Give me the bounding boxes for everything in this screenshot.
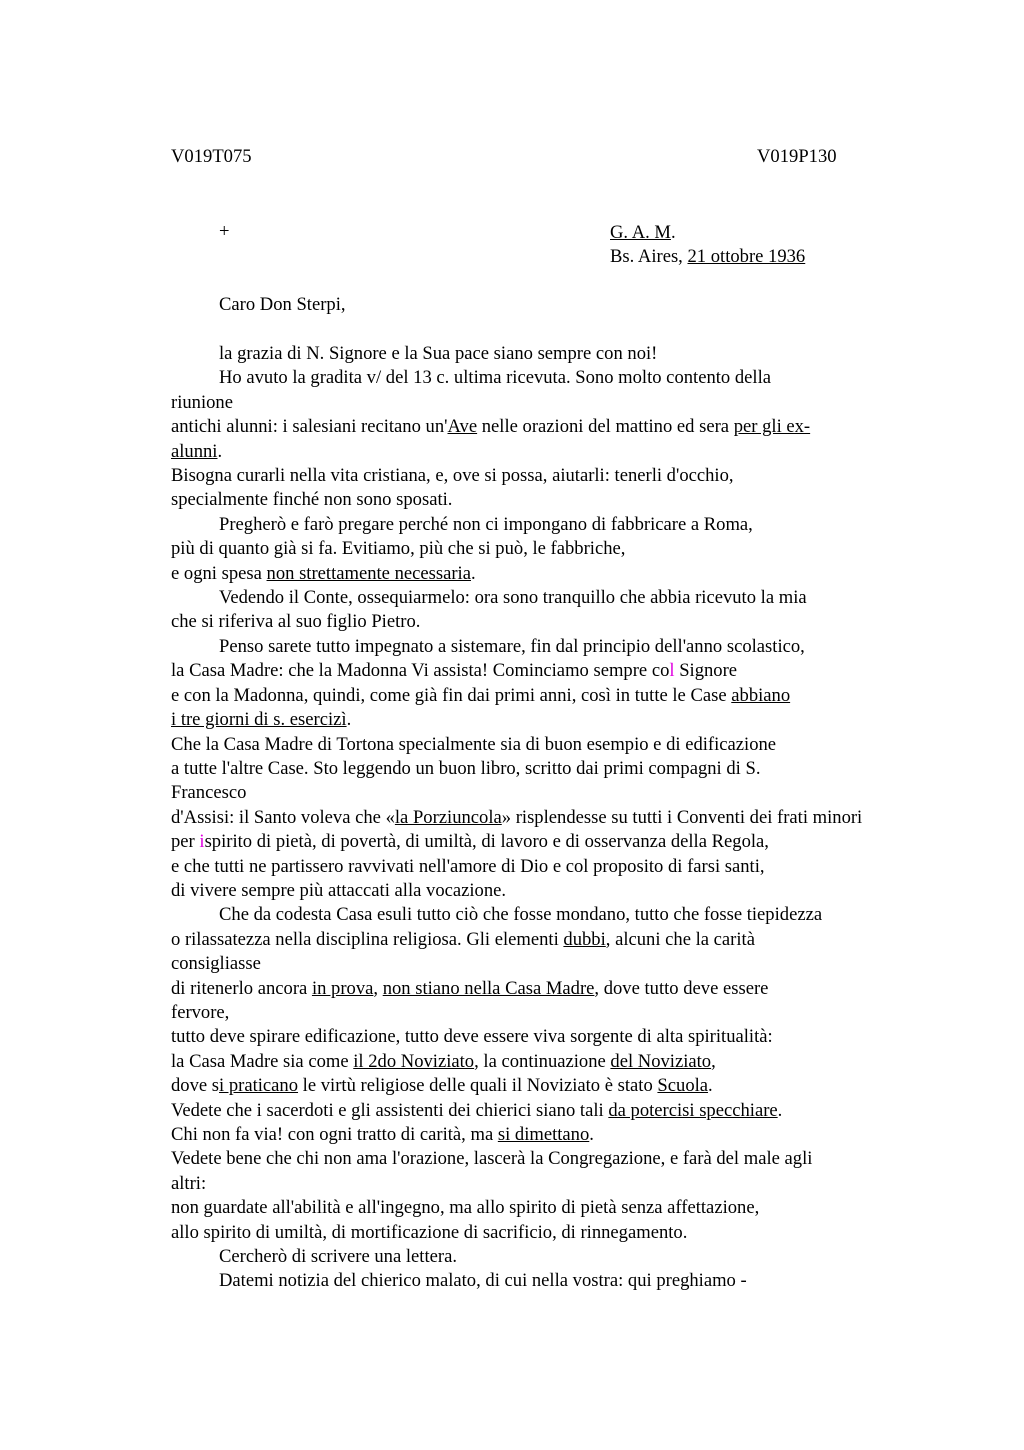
body-line: che si riferiva al suo figlio Pietro. bbox=[171, 611, 421, 633]
body-line: la grazia di N. Signore e la Sua pace siano sempre con noi! bbox=[219, 343, 658, 364]
greeting: Caro Don Sterpi, bbox=[219, 294, 346, 315]
body-line: antichi alunni: i salesiani recitano un'Ave nelle orazioni del mattino ed sera per gli ex- bbox=[171, 416, 811, 438]
heading-gam: G. A. M. bbox=[610, 222, 676, 243]
body-line: consigliasse bbox=[171, 953, 261, 975]
body-line: Pregherò e farò pregare perché non ci impongano di fabbricare a Roma, bbox=[219, 513, 753, 535]
body-line: Penso sarete tutto impegnato a sistemare, fin dal principio dell'anno scolastico, bbox=[219, 635, 805, 657]
body-line: Chi non fa via! con ogni tratto di carità, ma si dimettano. bbox=[171, 1124, 594, 1145]
body-line: Francesco bbox=[171, 782, 247, 804]
body-line: Datemi notizia del chierico malato, di cui nella vostra: qui preghiamo - bbox=[219, 1270, 747, 1292]
cross-mark: + bbox=[219, 221, 230, 242]
body-line: a tutte l'altre Case. Sto leggendo un buon libro, scritto dai primi compagni di S. bbox=[171, 757, 761, 779]
body-line: più di quanto già si fa. Evitiamo, più che si può, le fabbriche, bbox=[171, 538, 626, 560]
body-line: alunni. bbox=[171, 440, 223, 462]
heading-place-date: Bs. Aires, 21 ottobre 1936 bbox=[610, 246, 806, 268]
body-line: di ritenerlo ancora in prova, non stiano nella Casa Madre, dove tutto deve essere bbox=[171, 977, 769, 999]
body-line: Vedete bene che chi non ama l'orazione, lascerà la Congregazione, e farà del male agli bbox=[171, 1148, 813, 1170]
document-ref-right: V019P130 bbox=[757, 146, 837, 167]
body-line: non guardate all'abilità e all'ingegno, ma allo spirito di pietà senza affettazione, bbox=[171, 1197, 760, 1219]
body-line: specialmente finché non sono sposati. bbox=[171, 489, 453, 511]
body-line: la Casa Madre sia come il 2do Noviziato, la continuazione del Noviziato, bbox=[171, 1050, 716, 1072]
body-line: Ho avuto la gradita v/ del 13 c. ultima ricevuta. Sono molto contento della bbox=[219, 367, 771, 389]
body-line: altri: bbox=[171, 1172, 207, 1194]
body-line: e con la Madonna, quindi, come già fin dai primi anni, così in tutte le Case abbiano bbox=[171, 684, 791, 706]
body-line: Bisogna curarli nella vita cristiana, e, ove si possa, aiutarli: tenerli d'occhio, bbox=[171, 465, 734, 487]
body-line: Che la Casa Madre di Tortona specialmente sia di buon esempio e di edificazione bbox=[171, 733, 777, 755]
body-line: la Casa Madre: che la Madonna Vi assista! Cominciamo sempre col Signore bbox=[171, 660, 738, 682]
body-line: Cercherò di scrivere una lettera. bbox=[219, 1246, 457, 1268]
letter-body bbox=[171, 342, 961, 1294]
body-line: Vedete che i sacerdoti e gli assistenti dei chierici siano tali da potercisi specchiare. bbox=[171, 1099, 783, 1121]
body-line: fervore, bbox=[171, 1001, 230, 1023]
document-ref-left: V019T075 bbox=[171, 146, 252, 167]
body-line: di vivere sempre più attaccati alla vocazione. bbox=[171, 879, 507, 901]
body-line: per ispirito di pietà, di povertà, di umiltà, di lavoro e di osservanza della Regola, bbox=[171, 831, 769, 853]
body-line: allo spirito di umiltà, di mortificazione di sacrificio, di rinnegamento. bbox=[171, 1221, 688, 1243]
body-line: Vedendo il Conte, ossequiarmelo: ora sono tranquillo che abbia ricevuto la mia bbox=[219, 587, 807, 609]
body-line: d'Assisi: il Santo voleva che «la Porziuncola» risplendesse su tutti i Conventi dei frati minori bbox=[171, 806, 863, 828]
letter-date: 21 ottobre 1936 bbox=[687, 246, 806, 268]
body-line: riunione bbox=[171, 391, 233, 413]
body-line: dove si praticano le virtù religiose delle quali il Noviziato è stato Scuola. bbox=[171, 1075, 713, 1097]
body-line: e che tutti ne partissero ravvivati nell'amore di Dio e col proposito di farsi santi, bbox=[171, 855, 765, 877]
body-line: tutto deve spirare edificazione, tutto deve essere viva sorgente di alta spiritualità: bbox=[171, 1026, 773, 1048]
body-line: o rilassatezza nella disciplina religiosa. Gli elementi dubbi, alcuni che la carità bbox=[171, 928, 755, 950]
body-line: Che da codesta Casa esuli tutto ciò che fosse mondano, tutto che fosse tiepidezza bbox=[219, 904, 823, 926]
body-line: e ogni spesa non strettamente necessaria. bbox=[171, 562, 476, 584]
letter-heading bbox=[610, 221, 805, 270]
body-line: i tre giorni di s. esercizi. bbox=[171, 709, 352, 731]
